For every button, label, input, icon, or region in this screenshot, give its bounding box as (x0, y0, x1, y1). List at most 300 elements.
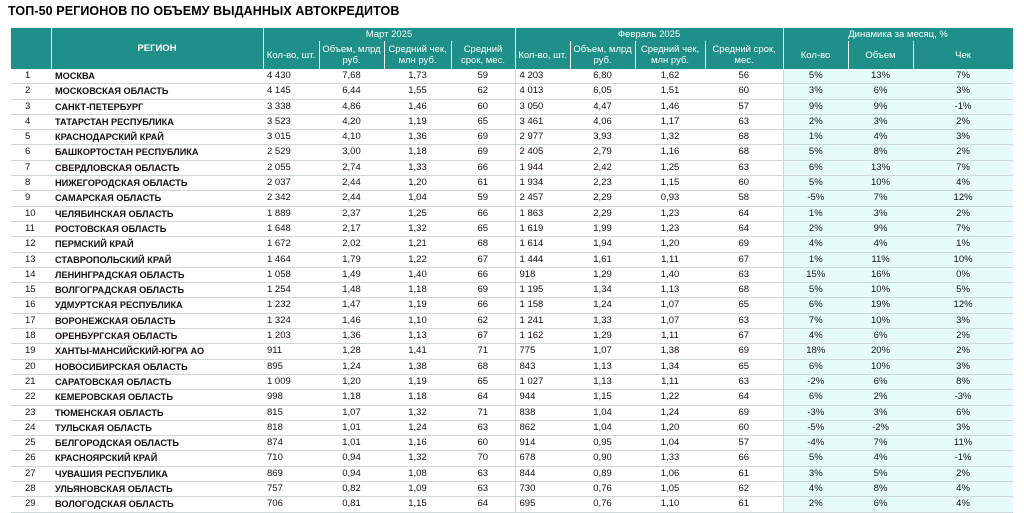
row-region: ОРЕНБУРГСКАЯ ОБЛАСТЬ (51, 329, 263, 344)
row-number: 14 (11, 267, 51, 282)
row-march-avg-term: 67 (451, 329, 515, 344)
row-number: 17 (11, 313, 51, 328)
row-march-count: 2 037 (263, 176, 319, 191)
row-region: ХАНТЫ-МАНСИЙСКИЙ-ЮГРА АО (51, 344, 263, 359)
row-march-avg-term: 69 (451, 130, 515, 145)
row-region: ТУЛЬСКАЯ ОБЛАСТЬ (51, 420, 263, 435)
row-region: УЛЬЯНОВСКАЯ ОБЛАСТЬ (51, 482, 263, 497)
row-feb-avg-term: 64 (705, 390, 783, 405)
row-dyn-volume: 6% (848, 84, 913, 99)
row-dyn-volume: 6% (848, 329, 913, 344)
row-feb-avg-term: 68 (705, 130, 783, 145)
row-feb-count: 2 977 (515, 130, 570, 145)
row-march-avg-check: 1,16 (384, 436, 451, 451)
row-dyn-volume: 4% (848, 451, 913, 466)
row-feb-count: 3 461 (515, 114, 570, 129)
row-feb-volume: 1,13 (570, 359, 635, 374)
row-march-avg-term: 65 (451, 221, 515, 236)
table-row (11, 206, 1013, 221)
row-feb-volume: 6,80 (570, 69, 635, 84)
table-row (11, 283, 1013, 298)
row-march-volume: 1,47 (319, 298, 384, 313)
row-region: БАШКОРТОСТАН РЕСПУБЛИКА (51, 145, 263, 160)
row-dyn-check: 4% (913, 176, 1013, 191)
row-feb-count: 838 (515, 405, 570, 420)
row-number: 27 (11, 466, 51, 481)
row-feb-count: 1 158 (515, 298, 570, 313)
table-row (11, 99, 1013, 114)
header-feb-avg-term: Средний срок, мес. (705, 41, 783, 69)
row-dyn-volume: 7% (848, 191, 913, 206)
row-feb-avg-check: 1,04 (635, 436, 705, 451)
row-march-avg-term: 63 (451, 466, 515, 481)
row-march-avg-term: 63 (451, 482, 515, 497)
row-feb-avg-check: 1,34 (635, 359, 705, 374)
row-dyn-count: 6% (783, 390, 848, 405)
row-dyn-count: 1% (783, 206, 848, 221)
row-dyn-volume: 20% (848, 344, 913, 359)
row-march-volume: 1,18 (319, 390, 384, 405)
row-feb-avg-term: 68 (705, 283, 783, 298)
row-region: КРАСНОДАРСКИЙ КРАЙ (51, 130, 263, 145)
row-feb-avg-term: 56 (705, 69, 783, 84)
header-march-avg-term: Средний срок, мес. (451, 41, 515, 69)
row-dyn-count: 2% (783, 221, 848, 236)
row-feb-avg-term: 63 (705, 160, 783, 175)
row-feb-avg-term: 63 (705, 374, 783, 389)
row-march-avg-check: 1,21 (384, 237, 451, 252)
table-row (11, 374, 1013, 389)
row-dyn-volume: 11% (848, 252, 913, 267)
row-march-volume: 4,20 (319, 114, 384, 129)
row-feb-volume: 1,61 (570, 252, 635, 267)
row-march-volume: 2,44 (319, 176, 384, 191)
row-march-avg-term: 60 (451, 436, 515, 451)
row-feb-count: 1 162 (515, 329, 570, 344)
row-dyn-check: -1% (913, 99, 1013, 114)
row-march-count: 2 529 (263, 145, 319, 160)
row-dyn-count: 18% (783, 344, 848, 359)
header-dynamics: Динамика за месяц, % (783, 28, 1013, 41)
row-march-avg-check: 1,18 (384, 390, 451, 405)
row-feb-avg-check: 1,06 (635, 466, 705, 481)
row-region: НИЖЕГОРОДСКАЯ ОБЛАСТЬ (51, 176, 263, 191)
row-march-avg-term: 69 (451, 283, 515, 298)
row-dyn-count: -4% (783, 436, 848, 451)
row-region: БЕЛГОРОДСКАЯ ОБЛАСТЬ (51, 436, 263, 451)
row-march-avg-term: 59 (451, 69, 515, 84)
row-dyn-volume: 13% (848, 160, 913, 175)
header-dyn-check: Чек (913, 41, 1013, 69)
row-number: 21 (11, 374, 51, 389)
row-feb-count: 918 (515, 267, 570, 282)
row-dyn-volume: 6% (848, 497, 913, 512)
row-dyn-count: 3% (783, 84, 848, 99)
row-march-volume: 2,17 (319, 221, 384, 236)
row-feb-avg-term: 65 (705, 298, 783, 313)
row-number: 18 (11, 329, 51, 344)
page-title: ТОП-50 РЕГИОНОВ ПО ОБЪЕМУ ВЫДАННЫХ АВТОКРЕДИТОВ (8, 4, 400, 18)
row-feb-avg-check: 1,40 (635, 267, 705, 282)
row-march-avg-term: 66 (451, 267, 515, 282)
row-march-volume: 4,86 (319, 99, 384, 114)
header-feb-volume: Объем, млрд руб. (570, 41, 635, 69)
row-march-avg-check: 1,10 (384, 313, 451, 328)
row-march-volume: 1,20 (319, 374, 384, 389)
row-feb-count: 695 (515, 497, 570, 512)
table-row (11, 436, 1013, 451)
row-dyn-count: 1% (783, 252, 848, 267)
row-feb-avg-check: 1,33 (635, 451, 705, 466)
table-row (11, 160, 1013, 175)
row-march-volume: 1,79 (319, 252, 384, 267)
row-march-avg-check: 1,25 (384, 206, 451, 221)
row-feb-avg-check: 1,11 (635, 252, 705, 267)
row-feb-count: 678 (515, 451, 570, 466)
header-feb-avg-check: Средний чек, млн руб. (635, 41, 705, 69)
row-march-count: 1 889 (263, 206, 319, 221)
row-number: 26 (11, 451, 51, 466)
row-march-avg-check: 1,19 (384, 374, 451, 389)
row-march-avg-check: 1,32 (384, 405, 451, 420)
table-row (11, 497, 1013, 512)
row-march-volume: 2,44 (319, 191, 384, 206)
row-march-volume: 0,94 (319, 451, 384, 466)
row-march-count: 874 (263, 436, 319, 451)
row-number: 13 (11, 252, 51, 267)
row-dyn-check: 6% (913, 405, 1013, 420)
row-march-avg-term: 62 (451, 84, 515, 99)
row-march-avg-check: 1,46 (384, 99, 451, 114)
table-row (11, 298, 1013, 313)
row-dyn-check: 3% (913, 420, 1013, 435)
row-dyn-check: 1% (913, 237, 1013, 252)
row-number: 10 (11, 206, 51, 221)
row-march-avg-check: 1,73 (384, 69, 451, 84)
row-dyn-volume: 9% (848, 99, 913, 114)
row-region: ПЕРМСКИЙ КРАЙ (51, 237, 263, 252)
table-row (11, 84, 1013, 99)
row-feb-count: 4 203 (515, 69, 570, 84)
row-feb-count: 844 (515, 466, 570, 481)
row-feb-avg-term: 64 (705, 206, 783, 221)
row-region: ЧУВАШИЯ РЕСПУБЛИКА (51, 466, 263, 481)
row-dyn-check: 7% (913, 221, 1013, 236)
row-dyn-volume: 4% (848, 130, 913, 145)
row-feb-volume: 0,89 (570, 466, 635, 481)
row-feb-avg-term: 69 (705, 237, 783, 252)
row-feb-avg-term: 57 (705, 99, 783, 114)
row-march-avg-term: 71 (451, 405, 515, 420)
row-feb-avg-check: 1,15 (635, 176, 705, 191)
row-dyn-check: -3% (913, 390, 1013, 405)
row-feb-avg-term: 58 (705, 191, 783, 206)
row-dyn-check: 4% (913, 482, 1013, 497)
row-feb-avg-term: 63 (705, 313, 783, 328)
row-feb-avg-check: 1,17 (635, 114, 705, 129)
row-dyn-volume: 3% (848, 206, 913, 221)
row-march-avg-check: 1,22 (384, 252, 451, 267)
row-number: 28 (11, 482, 51, 497)
row-region: СТАВРОПОЛЬСКИЙ КРАЙ (51, 252, 263, 267)
row-march-count: 710 (263, 451, 319, 466)
row-feb-avg-check: 1,11 (635, 329, 705, 344)
row-dyn-volume: 10% (848, 359, 913, 374)
row-feb-avg-check: 1,38 (635, 344, 705, 359)
row-march-avg-check: 1,20 (384, 176, 451, 191)
row-dyn-check: 10% (913, 252, 1013, 267)
row-feb-count: 944 (515, 390, 570, 405)
table-body (11, 69, 1013, 512)
row-march-avg-check: 1,40 (384, 267, 451, 282)
row-march-count: 1 058 (263, 267, 319, 282)
row-feb-volume: 2,42 (570, 160, 635, 175)
row-dyn-check: 2% (913, 344, 1013, 359)
row-feb-avg-term: 60 (705, 176, 783, 191)
row-feb-avg-check: 1,24 (635, 405, 705, 420)
row-feb-volume: 0,95 (570, 436, 635, 451)
header-feb-count: Кол-во, шт. (515, 41, 570, 69)
row-march-count: 1 672 (263, 237, 319, 252)
row-march-avg-term: 66 (451, 298, 515, 313)
row-dyn-count: -3% (783, 405, 848, 420)
row-feb-avg-term: 62 (705, 482, 783, 497)
row-region: ВОРОНЕЖСКАЯ ОБЛАСТЬ (51, 313, 263, 328)
row-feb-count: 843 (515, 359, 570, 374)
row-feb-avg-term: 67 (705, 252, 783, 267)
row-feb-volume: 6,05 (570, 84, 635, 99)
row-march-avg-term: 64 (451, 497, 515, 512)
row-feb-volume: 1,24 (570, 298, 635, 313)
row-dyn-volume: 3% (848, 114, 913, 129)
row-number: 12 (11, 237, 51, 252)
row-dyn-volume: 10% (848, 283, 913, 298)
row-feb-avg-term: 68 (705, 145, 783, 160)
row-region: МОСКВА (51, 69, 263, 84)
row-dyn-count: 15% (783, 267, 848, 282)
row-number: 19 (11, 344, 51, 359)
row-dyn-count: 4% (783, 329, 848, 344)
row-dyn-check: 3% (913, 84, 1013, 99)
row-dyn-volume: 10% (848, 313, 913, 328)
row-dyn-volume: 19% (848, 298, 913, 313)
row-dyn-count: 9% (783, 99, 848, 114)
row-march-avg-term: 64 (451, 390, 515, 405)
row-dyn-count: 5% (783, 145, 848, 160)
row-march-count: 3 015 (263, 130, 319, 145)
row-feb-count: 1 944 (515, 160, 570, 175)
row-feb-avg-term: 67 (705, 329, 783, 344)
row-feb-volume: 1,04 (570, 420, 635, 435)
row-dyn-count: 4% (783, 482, 848, 497)
row-feb-count: 1 619 (515, 221, 570, 236)
row-march-count: 1 464 (263, 252, 319, 267)
row-march-avg-term: 71 (451, 344, 515, 359)
row-dyn-check: 11% (913, 436, 1013, 451)
row-dyn-check: 5% (913, 283, 1013, 298)
row-feb-volume: 1,99 (570, 221, 635, 236)
row-dyn-volume: 2% (848, 390, 913, 405)
row-dyn-check: 2% (913, 466, 1013, 481)
row-march-count: 3 338 (263, 99, 319, 114)
row-region: САМАРСКАЯ ОБЛАСТЬ (51, 191, 263, 206)
row-march-avg-check: 1,13 (384, 329, 451, 344)
row-march-avg-check: 1,04 (384, 191, 451, 206)
row-march-volume: 1,48 (319, 283, 384, 298)
row-number: 20 (11, 359, 51, 374)
row-march-avg-check: 1,19 (384, 298, 451, 313)
row-march-volume: 0,82 (319, 482, 384, 497)
row-region: РОСТОВСКАЯ ОБЛАСТЬ (51, 221, 263, 236)
row-dyn-volume: 4% (848, 237, 913, 252)
row-dyn-check: 3% (913, 130, 1013, 145)
row-dyn-check: 4% (913, 497, 1013, 512)
row-march-volume: 0,81 (319, 497, 384, 512)
header-march-avg-check: Средний чек, млн руб. (384, 41, 451, 69)
row-feb-volume: 1,29 (570, 267, 635, 282)
row-march-count: 895 (263, 359, 319, 374)
row-march-volume: 1,01 (319, 436, 384, 451)
row-march-avg-term: 66 (451, 160, 515, 175)
row-feb-avg-check: 1,32 (635, 130, 705, 145)
row-march-volume: 1,36 (319, 329, 384, 344)
row-dyn-volume: 5% (848, 466, 913, 481)
row-region: УДМУРТСКАЯ РЕСПУБЛИКА (51, 298, 263, 313)
row-dyn-check: 7% (913, 160, 1013, 175)
row-march-avg-check: 1,09 (384, 482, 451, 497)
header-region: РЕГИОН (51, 28, 263, 69)
row-march-avg-term: 66 (451, 206, 515, 221)
row-march-volume: 2,74 (319, 160, 384, 175)
header-dyn-volume: Объем (848, 41, 913, 69)
row-feb-avg-term: 63 (705, 114, 783, 129)
row-feb-volume: 0,76 (570, 497, 635, 512)
row-dyn-volume: 3% (848, 405, 913, 420)
row-feb-avg-term: 61 (705, 497, 783, 512)
row-feb-volume: 3,93 (570, 130, 635, 145)
row-dyn-volume: 8% (848, 145, 913, 160)
row-march-volume: 1,01 (319, 420, 384, 435)
row-number: 22 (11, 390, 51, 405)
row-dyn-check: 7% (913, 69, 1013, 84)
row-feb-count: 1 027 (515, 374, 570, 389)
row-number: 4 (11, 114, 51, 129)
row-feb-avg-check: 1,23 (635, 206, 705, 221)
row-march-count: 4 145 (263, 84, 319, 99)
row-march-count: 911 (263, 344, 319, 359)
row-march-avg-check: 1,55 (384, 84, 451, 99)
row-march-avg-term: 68 (451, 237, 515, 252)
row-feb-avg-term: 69 (705, 344, 783, 359)
row-march-count: 815 (263, 405, 319, 420)
row-feb-volume: 2,23 (570, 176, 635, 191)
table-row (11, 482, 1013, 497)
row-number: 11 (11, 221, 51, 236)
row-number: 1 (11, 69, 51, 84)
row-dyn-check: 8% (913, 374, 1013, 389)
row-feb-volume: 1,94 (570, 237, 635, 252)
row-feb-volume: 1,04 (570, 405, 635, 420)
row-feb-volume: 2,29 (570, 191, 635, 206)
row-number: 3 (11, 99, 51, 114)
row-feb-avg-term: 63 (705, 267, 783, 282)
row-feb-avg-term: 57 (705, 436, 783, 451)
table-row (11, 466, 1013, 481)
row-march-avg-term: 63 (451, 420, 515, 435)
row-dyn-count: 5% (783, 451, 848, 466)
row-feb-avg-check: 1,13 (635, 283, 705, 298)
row-dyn-count: 4% (783, 237, 848, 252)
row-feb-volume: 1,13 (570, 374, 635, 389)
row-march-count: 1 324 (263, 313, 319, 328)
row-region: МОСКОВСКАЯ ОБЛАСТЬ (51, 84, 263, 99)
row-dyn-count: 5% (783, 69, 848, 84)
table-row (11, 130, 1013, 145)
row-feb-count: 914 (515, 436, 570, 451)
header-march-count: Кол-во, шт. (263, 41, 319, 69)
row-dyn-count: -5% (783, 420, 848, 435)
row-region: САРАТОВСКАЯ ОБЛАСТЬ (51, 374, 263, 389)
row-dyn-check: 2% (913, 206, 1013, 221)
row-dyn-count: -5% (783, 191, 848, 206)
row-march-avg-check: 1,08 (384, 466, 451, 481)
row-feb-volume: 2,29 (570, 206, 635, 221)
row-march-count: 2 055 (263, 160, 319, 175)
row-feb-count: 3 050 (515, 99, 570, 114)
row-march-count: 3 523 (263, 114, 319, 129)
header-dyn-count: Кол-во (783, 41, 848, 69)
row-feb-avg-term: 66 (705, 451, 783, 466)
row-march-avg-term: 62 (451, 313, 515, 328)
row-region: ЧЕЛЯБИНСКАЯ ОБЛАСТЬ (51, 206, 263, 221)
row-number: 2 (11, 84, 51, 99)
row-march-avg-term: 68 (451, 359, 515, 374)
row-dyn-check: 12% (913, 191, 1013, 206)
row-number: 25 (11, 436, 51, 451)
row-region: КЕМЕРОВСКАЯ ОБЛАСТЬ (51, 390, 263, 405)
row-feb-avg-check: 1,10 (635, 497, 705, 512)
row-dyn-count: 3% (783, 466, 848, 481)
row-march-volume: 1,46 (319, 313, 384, 328)
row-march-count: 2 342 (263, 191, 319, 206)
row-feb-volume: 2,79 (570, 145, 635, 160)
table-row (11, 451, 1013, 466)
row-dyn-count: 2% (783, 114, 848, 129)
row-feb-count: 1 934 (515, 176, 570, 191)
row-dyn-check: 0% (913, 267, 1013, 282)
row-dyn-count: 5% (783, 283, 848, 298)
row-dyn-volume: 8% (848, 482, 913, 497)
row-march-volume: 1,24 (319, 359, 384, 374)
row-feb-avg-check: 1,05 (635, 482, 705, 497)
row-feb-count: 775 (515, 344, 570, 359)
row-region: ЛЕНИНГРАДСКАЯ ОБЛАСТЬ (51, 267, 263, 282)
row-march-count: 869 (263, 466, 319, 481)
row-dyn-count: -2% (783, 374, 848, 389)
row-dyn-volume: 7% (848, 436, 913, 451)
row-region: ВОЛОГОДСКАЯ ОБЛАСТЬ (51, 497, 263, 512)
row-dyn-count: 6% (783, 298, 848, 313)
table-row (11, 313, 1013, 328)
row-march-volume: 1,07 (319, 405, 384, 420)
table-row (11, 145, 1013, 160)
row-feb-avg-check: 1,16 (635, 145, 705, 160)
row-dyn-check: 2% (913, 145, 1013, 160)
row-march-volume: 4,10 (319, 130, 384, 145)
row-march-avg-check: 1,18 (384, 283, 451, 298)
row-march-count: 1 254 (263, 283, 319, 298)
row-march-avg-check: 1,18 (384, 145, 451, 160)
